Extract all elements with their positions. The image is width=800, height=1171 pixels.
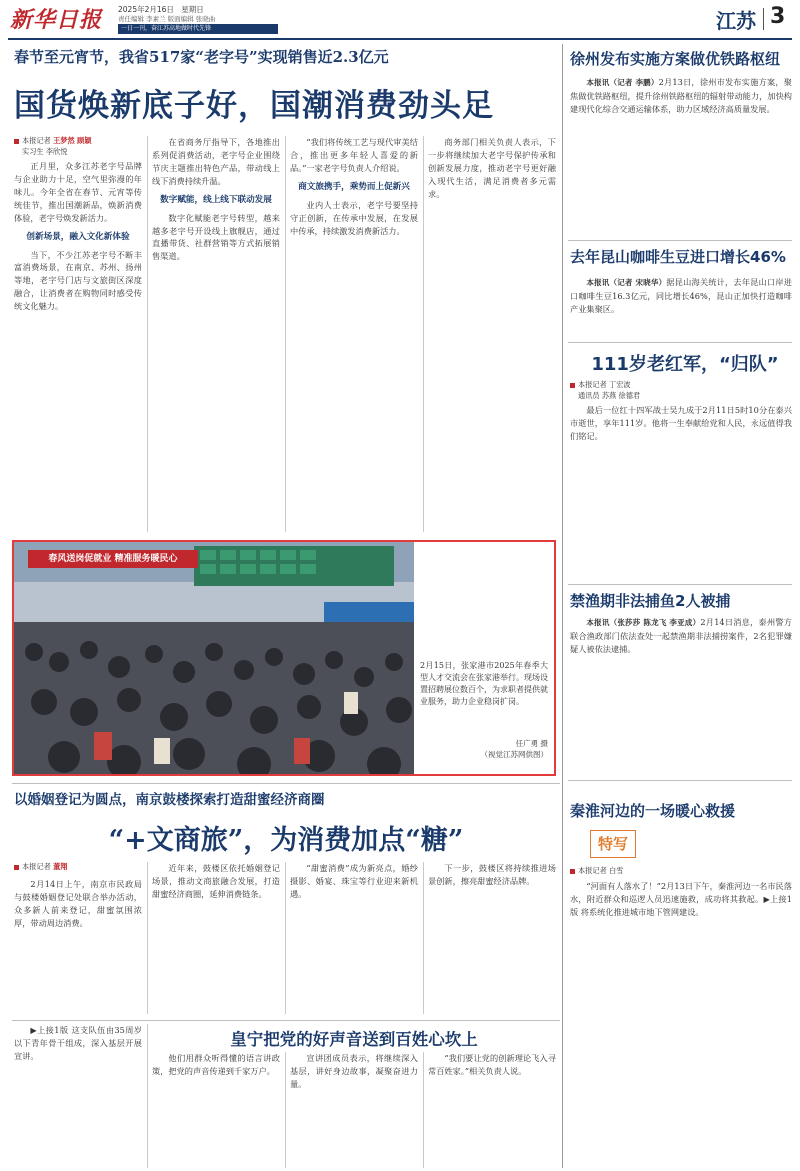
column-divider: [147, 862, 148, 1014]
story2-col2: [152, 862, 280, 1014]
top-story-headline: 国货焕新底子好，国潮消费劲头足: [14, 88, 494, 124]
photo-banner-text: 春风送岗促就业 精准服务暖民心: [48, 554, 178, 564]
paragraph: ▶上接1版 这支队伍由35周岁以下青年骨干组成，深入基层开展宣讲。: [14, 1025, 142, 1061]
feature-tag-text: 特写: [597, 835, 628, 853]
region-label: 江苏: [716, 9, 756, 33]
paragraph: 最后一位红十四军战士吴九成于2月11日5时10分在泰兴市逝世，享年111岁。他将一生奉献给党和人民，永远值得我们铭记。: [570, 405, 792, 441]
r2-headline: 去年昆山咖啡生豆进口增长46%: [570, 248, 786, 266]
byline-label: 本报记者: [22, 862, 51, 871]
paragraph: [570, 76, 792, 116]
top-story-col4: [428, 136, 556, 532]
subheading: 数字赋能，线上线下联动发展: [160, 194, 272, 205]
top-story-col3: [290, 136, 418, 532]
paragraph: 下一步，鼓楼区将持续推进场景创新，擦亮甜蜜经济品牌。: [428, 863, 556, 886]
r5-body: [570, 880, 792, 1168]
story2-headline: “+文商旅”，为消费加点“糖”: [108, 825, 464, 856]
byline-names: 王梦然 顾颖: [53, 136, 92, 145]
section-rule: [568, 342, 792, 343]
r3-byline: [570, 380, 792, 401]
r1-text: 2月13日，徐州市发布实施方案，聚焦做优铁路枢纽，提升徐州铁路枢纽的辐射带动能力，加快构建现代化综合交通运输体系，助力区域经济高质量发展。: [570, 77, 792, 114]
paragraph: 近年来，鼓楼区依托婚姻登记场景，推动文商旅融合发展，打造甜蜜经济商圈，延伸消费链条。: [152, 863, 280, 899]
paragraph: 在省商务厅指导下，各地推出系列促消费活动，老字号企业围绕节庆主题推出特色产品，带动线上线下消费持续升温。: [152, 137, 280, 186]
page-number: 3: [770, 4, 786, 29]
paragraph: 他们用群众听得懂的语言讲政策，把党的声音传递到千家万户。: [152, 1053, 280, 1076]
byline-marker-icon: [570, 383, 575, 388]
section-rule: [568, 584, 792, 585]
column-divider: [147, 136, 148, 532]
paragraph: 2月14日上午，南京市民政局与鼓楼婚姻登记处联合举办活动，众多新人前来登记，甜蜜氛围浓厚，带动周边消费。: [14, 879, 142, 928]
r2-byline: 本报讯（记者 宋晓华）: [586, 278, 667, 287]
photo-credit-name: 任广勇: [515, 739, 539, 748]
editor-line: 责任编辑 李素兰 版面编辑 张晓曲: [118, 15, 216, 23]
column-divider: [147, 1024, 148, 1168]
column-divider: [423, 1052, 424, 1168]
r4-body: [570, 616, 792, 778]
byline-names: 董翔: [53, 862, 68, 871]
photo-caption: [420, 660, 548, 708]
bottom-story-col2: [152, 1052, 280, 1168]
section-rule: [568, 780, 792, 781]
bottom-story-headline: 皇宁把党的好声音送到百姓心坎上: [230, 1030, 478, 1049]
top-story-byline: [14, 136, 124, 157]
r2-body: [570, 276, 792, 342]
paragraph: 宣讲团成员表示，将继续深入基层，讲好身边故事，凝聚奋进力量。: [290, 1053, 418, 1089]
weekday-text: 星期日: [181, 5, 204, 14]
r5-headline: 秦淮河边的一场暖心救援: [570, 802, 736, 820]
r5-byline: [570, 866, 670, 877]
right-column-divider: [562, 44, 563, 1168]
r5-byline-text: 本报记者 白雪: [578, 866, 624, 875]
paragraph: 当下，不少江苏老字号不断丰富消费场景，在南京、苏州、扬州等地，老字号门店与文旅街区深度融合，让消费者在购物同时感受传统文化魅力。: [14, 249, 142, 312]
r4-text: 2月14日消息，泰州警方联合渔政部门依法查处一起禁渔期非法捕捞案件，2名犯罪嫌疑人被依法逮捕。: [570, 617, 792, 654]
column-divider: [285, 1052, 286, 1168]
r1-body: [570, 76, 792, 240]
r3-byline1: 本报记者 丁宏波: [578, 380, 631, 389]
bottom-story-col4: [428, 1052, 556, 1168]
subheading: 创新场景，融入文化新体验: [26, 231, 130, 242]
photo-credit: [420, 738, 548, 760]
section-rule: [568, 240, 792, 241]
r3-headline: 111岁老红军，“归队”: [591, 354, 779, 375]
story2-byline: [14, 862, 134, 873]
bottom-story-col3: [290, 1052, 418, 1168]
column-divider: [423, 136, 424, 532]
column-divider: [423, 862, 424, 1014]
r4-byline: 本报讯（张莎莎 陈龙飞 李亚成）: [586, 618, 701, 627]
column-divider: [285, 136, 286, 532]
byline-marker-icon: [570, 869, 575, 874]
section-rule: [12, 783, 560, 784]
r3-body: [570, 404, 792, 582]
paragraph: [570, 276, 792, 316]
r3-byline2: 通讯员 苏燕 徐德君: [578, 390, 641, 400]
job-fair-photo: [14, 542, 414, 774]
byline-intern: 实习生 李欣悦: [22, 146, 68, 156]
newspaper-logo: 新华日报: [10, 7, 103, 33]
column-divider: [285, 862, 286, 1014]
r4-headline: 禁渔期非法捕鱼2人被捕: [570, 592, 731, 610]
date-text: 2025年2月16日: [118, 5, 174, 14]
page-divider-icon: [763, 8, 764, 30]
masthead: [0, 0, 800, 42]
paragraph: 正月里，众多江苏老字号品牌与企业助力十足，空气里弥漫的年味儿。今年全省在春节、元宵等传统佳节，推出国潮新品，焕新消费体验，老字号焕发新活力。: [14, 161, 142, 223]
r1-headline: 徐州发布实施方案做优铁路枢纽: [570, 50, 781, 68]
photo-banner: [28, 550, 198, 568]
paragraph: “我们要让党的创新理论飞入寻常百姓家。”相关负责人说。: [428, 1053, 556, 1076]
photo-frame: [12, 540, 556, 776]
photo-caption-text: 2月15日，张家港市2025年春季大型人才交流会在张家港举行。现场设置招聘展位数百个，为求职者提供就业服务，助力企业稳岗扩岗。: [420, 661, 548, 706]
slogan-text: 一日一刊，奋江苏高地做时代先锋: [121, 25, 212, 32]
top-story-col1: [14, 160, 142, 532]
story2-col1: [14, 878, 142, 1014]
top-story-kicker: 春节至元宵节，我省517家“老字号”实现销售近2.3亿元: [14, 48, 389, 66]
paragraph: 业内人士表示，老字号要坚持守正创新，在传承中发展，在发展中传承，持续激发消费新活力。: [290, 199, 418, 236]
story2-col3: [290, 862, 418, 1014]
paragraph: [570, 616, 792, 656]
masthead-rule: [8, 38, 792, 40]
byline-marker-icon: [14, 139, 19, 144]
paragraph: 商务部门相关负责人表示，下一步将继续加大老字号保护传承和创新发展力度，推动老字号更好融入现代生活，满足消费者多元需求。: [428, 137, 556, 199]
byline-label: 本报记者: [22, 136, 51, 145]
r2-text: 据昆山海关统计，去年昆山口岸进口咖啡生豆16.3亿元，同比增长46%，昆山正加快打造咖啡产业集聚区。: [570, 277, 792, 314]
byline-marker-icon: [14, 865, 19, 870]
paragraph: “河面有人落水了！”2月13日下午，秦淮河边一名市民落水，附近群众和巡逻人员迅速施救，成功将其救起。▶上接1版 将系统化推进城市地下管网建设。: [570, 881, 792, 917]
paragraph: “甜蜜消费”成为新亮点，婚纱摄影、婚宴、珠宝等行业迎来新机遇。: [290, 863, 418, 899]
slogan-bar: [118, 24, 278, 34]
paragraph: “我们将传统工艺与现代审美结合，推出更多年轻人喜爱的新品。”一家老字号负责人介绍说。: [290, 137, 418, 173]
photo-credit-role: 摄: [540, 739, 548, 748]
paragraph: 数字化赋能老字号转型，越来越多老字号开设线上旗舰店，通过直播带货、社群营销等方式拓展销售渠道。: [152, 212, 280, 262]
section-rule: [12, 1020, 560, 1021]
bottom-story-col1: [14, 1024, 142, 1168]
top-story-col2: [152, 136, 280, 532]
feature-tag: [590, 830, 636, 858]
story2-col4: [428, 862, 556, 1014]
photo-credit-source: （视觉江苏网供图）: [480, 750, 548, 759]
r1-byline: 本报讯（记者 李鹏）: [586, 78, 659, 87]
subheading: 商文旅携手，乘势而上促新兴: [298, 181, 410, 192]
story2-kicker: 以婚姻登记为圆点，南京鼓楼探索打造甜蜜经济商圈: [14, 792, 325, 808]
